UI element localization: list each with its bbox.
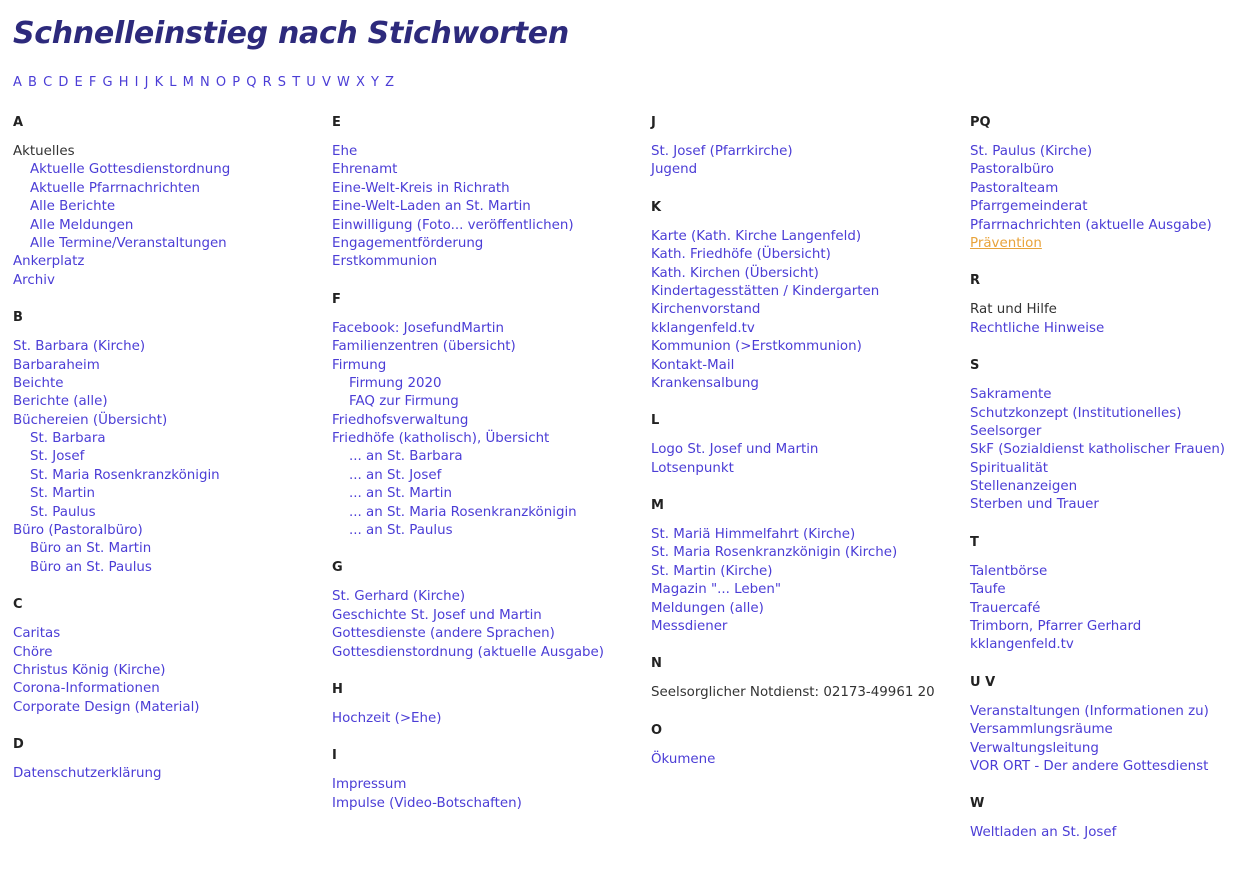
alpha-link-v[interactable]: V: [321, 75, 331, 90]
link-firmung-2020[interactable]: Firmung 2020: [349, 375, 442, 391]
link-veranstaltungen-informationen-zu[interactable]: Veranstaltungen (Informationen zu): [970, 703, 1209, 719]
link-sakramente[interactable]: Sakramente: [970, 387, 1052, 403]
alpha-link-r[interactable]: R: [262, 75, 272, 90]
section-e: [332, 114, 604, 272]
section-a: [13, 114, 230, 290]
section-heading: R: [970, 273, 981, 289]
section-heading: E: [332, 115, 341, 130]
link-impulse-video-botschaften[interactable]: Impulse (Video-Botschaften): [332, 795, 522, 811]
link-seelsorger[interactable]: Seelsorger: [970, 423, 1042, 439]
link-ehrenamt[interactable]: Ehrenamt: [332, 162, 398, 178]
link-buero-an-st-martin[interactable]: Büro an St. Martin: [30, 541, 152, 557]
link-archiv[interactable]: Archiv: [13, 272, 55, 288]
section-heading: L: [651, 413, 660, 429]
section-r: [970, 272, 1225, 338]
link-pfarrnachrichten-aktuelle-ausgabe[interactable]: Pfarrnachrichten (aktuelle Ausgabe): [970, 217, 1212, 233]
link-st-paulus-kirche[interactable]: St. Paulus (Kirche): [970, 144, 1093, 159]
link-einwilligung-foto-veroeffentlichen[interactable]: Einwilligung (Foto... veröffentlichen): [332, 217, 574, 233]
alpha-link-x[interactable]: X: [356, 75, 365, 90]
section-u-v: [970, 674, 1225, 777]
section-b: [13, 309, 230, 577]
page-title: Schnelleinstieg nach Stichworten: [13, 16, 569, 51]
alpha-link-b[interactable]: B: [28, 75, 37, 90]
link-pastoralbuero[interactable]: Pastoralbüro: [970, 162, 1054, 178]
link-friedhofsverwaltung[interactable]: Friedhofsverwaltung: [332, 412, 469, 428]
alpha-link-w[interactable]: W: [337, 75, 350, 90]
section-i: [332, 747, 604, 813]
alphabet-nav: [13, 74, 396, 92]
link-alle-meldungen[interactable]: Alle Meldungen: [30, 217, 134, 233]
section-heading: PQ: [970, 115, 991, 130]
section-h: [332, 681, 604, 728]
section-t: [970, 534, 1225, 655]
link-lotsenpunkt[interactable]: Lotsenpunkt: [651, 460, 734, 476]
link-buero-an-st-paulus[interactable]: Büro an St. Paulus: [30, 559, 152, 575]
alpha-link-y[interactable]: Y: [371, 75, 379, 90]
link-praevention[interactable]: Prävention: [970, 235, 1042, 251]
link-kontakt-mail[interactable]: Kontakt-Mail: [651, 357, 735, 373]
link-verwaltungsleitung[interactable]: Verwaltungsleitung: [970, 740, 1099, 756]
link-alle-termine-veranstaltungen[interactable]: Alle Termine/Veranstaltungen: [30, 235, 227, 251]
column-3: [651, 112, 935, 788]
link-st-josef[interactable]: St. Josef: [30, 449, 85, 465]
link-pfarrgemeinderat[interactable]: Pfarrgemeinderat: [970, 199, 1088, 215]
link-logo-st-josef-und-martin[interactable]: Logo St. Josef und Martin: [651, 442, 819, 458]
section-s: [970, 357, 1225, 515]
alpha-link-f[interactable]: F: [88, 75, 97, 90]
link-talentboerse[interactable]: Talentbörse: [970, 563, 1048, 579]
link-kath-kirchen-uebersicht[interactable]: Kath. Kirchen (Übersicht): [651, 265, 819, 281]
link-st-barbara-kirche[interactable]: St. Barbara (Kirche): [13, 339, 146, 355]
link-st-maria-rosenkranzkoenigin-kirche[interactable]: St. Maria Rosenkranzkönigin (Kirche): [651, 545, 898, 561]
link-familienzentren-uebersicht[interactable]: Familienzentren (übersicht): [332, 339, 516, 355]
link-st-barbara[interactable]: St. Barbara: [30, 431, 106, 447]
alpha-link-u[interactable]: U: [306, 75, 316, 90]
link-beichte[interactable]: Beichte: [13, 375, 64, 391]
link-an-st-martin[interactable]: ... an St. Martin: [349, 486, 452, 502]
section-heading: G: [332, 560, 343, 576]
section-o: [651, 722, 935, 769]
link-buero-pastoralbuero[interactable]: Büro (Pastoralbüro): [13, 523, 143, 539]
section-n: [651, 655, 935, 702]
section-heading: O: [651, 722, 663, 738]
link-facebook-josefundmartin[interactable]: Facebook: JosefundMartin: [332, 320, 504, 336]
section-heading: B: [13, 310, 23, 326]
link-spiritualitaet[interactable]: Spiritualität: [970, 460, 1049, 476]
column-4: [970, 112, 1225, 862]
link-st-mariae-himmelfahrt-kirche[interactable]: St. Mariä Himmelfahrt (Kirche): [651, 527, 856, 543]
alpha-link-e[interactable]: E: [74, 75, 83, 90]
section-heading: A: [13, 115, 24, 130]
section-j: [651, 114, 935, 180]
label-seelsorglicher-notdienst-02173-49961-20: Seelsorglicher Notdienst: 02173-49961 20: [651, 685, 935, 701]
link-an-st-maria-rosenkranzkoenigin[interactable]: ... an St. Maria Rosenkranzkönigin: [349, 504, 577, 520]
alpha-link-k[interactable]: K: [154, 75, 164, 90]
link-an-st-josef[interactable]: ... an St. Josef: [349, 467, 442, 483]
alpha-link-d[interactable]: D: [58, 75, 69, 90]
link-vor-ort-der-andere-gottesdienst[interactable]: VOR ORT - Der andere Gottesdienst: [970, 758, 1209, 774]
alpha-link-t[interactable]: T: [292, 75, 301, 90]
link-choere[interactable]: Chöre: [13, 644, 53, 660]
link-pastoralteam[interactable]: Pastoralteam: [970, 180, 1059, 196]
alpha-link-a[interactable]: A: [13, 75, 22, 90]
link-sterben-und-trauer[interactable]: Sterben und Trauer: [970, 497, 1099, 513]
link-st-paulus[interactable]: St. Paulus: [30, 504, 96, 520]
section-heading: N: [651, 656, 662, 672]
link-aktuelle-pfarrnachrichten[interactable]: Aktuelle Pfarrnachrichten: [30, 180, 200, 196]
link-st-martin-kirche[interactable]: St. Martin (Kirche): [651, 563, 773, 579]
link-christus-koenig-kirche[interactable]: Christus König (Kirche): [13, 662, 166, 678]
link-skf-sozialdienst-katholischer-frauen[interactable]: SkF (Sozialdienst katholischer Frauen): [970, 442, 1226, 458]
alpha-link-q[interactable]: Q: [246, 75, 257, 90]
section-heading: F: [332, 291, 341, 307]
link-buechereien-uebersicht[interactable]: Büchereien (Übersicht): [13, 412, 168, 428]
link-geschichte-st-josef-und-martin[interactable]: Geschichte St. Josef und Martin: [332, 607, 542, 623]
link-caritas[interactable]: Caritas: [13, 626, 61, 642]
link-st-maria-rosenkranzkoenigin[interactable]: St. Maria Rosenkranzkönigin: [30, 467, 220, 483]
link-trauercaf[interactable]: Trauercafé: [970, 600, 1041, 616]
section-heading: H: [332, 681, 343, 697]
link-ankerplatz[interactable]: Ankerplatz: [13, 254, 85, 270]
link-st-martin[interactable]: St. Martin: [30, 486, 95, 502]
alpha-link-j[interactable]: J: [144, 75, 149, 90]
section-heading: M: [651, 498, 664, 514]
section-heading: S: [970, 358, 980, 374]
alpha-link-i[interactable]: I: [134, 75, 139, 90]
link-ehe[interactable]: Ehe: [332, 144, 358, 159]
section-k: [651, 199, 935, 394]
link-kommunion-erstkommunion[interactable]: Kommunion (>Erstkommunion): [651, 339, 862, 355]
link-hochzeit-ehe[interactable]: Hochzeit (>Ehe): [332, 710, 442, 726]
link-rechtliche-hinweise[interactable]: Rechtliche Hinweise: [970, 320, 1105, 336]
link-kirchenvorstand[interactable]: Kirchenvorstand: [651, 302, 761, 318]
link-kath-friedhoefe-uebersicht[interactable]: Kath. Friedhöfe (Übersicht): [651, 247, 831, 263]
alpha-link-g[interactable]: G: [102, 75, 113, 90]
link-datenschutzerklaerung[interactable]: Datenschutzerklärung: [13, 766, 162, 782]
section-m: [651, 497, 935, 636]
label-aktuelles: Aktuelles: [13, 144, 75, 159]
section-heading: T: [970, 534, 979, 550]
link-alle-berichte[interactable]: Alle Berichte: [30, 199, 116, 215]
link-kindertagesstaetten-kindergarten[interactable]: Kindertagesstätten / Kindergarten: [651, 283, 880, 299]
link-eine-welt-laden-an-st-martin[interactable]: Eine-Welt-Laden an St. Martin: [332, 199, 531, 215]
alpha-link-p[interactable]: P: [232, 75, 241, 90]
section-g: [332, 559, 604, 662]
link-meldungen-alle[interactable]: Meldungen (alle): [651, 600, 764, 616]
link-weltladen-an-st-josef[interactable]: Weltladen an St. Josef: [970, 825, 1117, 841]
link-friedhoefe-katholisch-uebersicht[interactable]: Friedhöfe (katholisch), Übersicht: [332, 431, 550, 447]
section-f: [332, 291, 604, 541]
section-heading: U V: [970, 674, 996, 690]
section-l: [651, 412, 935, 478]
link-erstkommunion[interactable]: Erstkommunion: [332, 254, 438, 270]
link-kklangenfeld-tv[interactable]: kklangenfeld.tv: [970, 637, 1074, 653]
alpha-link-z[interactable]: Z: [385, 75, 395, 90]
link-trimborn-pfarrer-gerhard[interactable]: Trimborn, Pfarrer Gerhard: [970, 619, 1142, 635]
link-firmung[interactable]: Firmung: [332, 357, 387, 373]
alpha-link-c[interactable]: C: [43, 75, 53, 90]
link-karte-kath-kirche-langenfeld[interactable]: Karte (Kath. Kirche Langenfeld): [651, 228, 862, 244]
section-pq: [970, 114, 1225, 253]
link-aktuelle-gottesdienstordnung[interactable]: Aktuelle Gottesdienstordnung: [30, 162, 231, 178]
section-heading: I: [332, 748, 337, 764]
link-gottesdienstordnung-aktuelle-ausgabe[interactable]: Gottesdienstordnung (aktuelle Ausgabe): [332, 644, 605, 660]
section-heading: D: [13, 737, 24, 753]
link-krankensalbung[interactable]: Krankensalbung: [651, 375, 759, 391]
link-versammlungsraeume[interactable]: Versammlungsräume: [970, 722, 1113, 738]
link-barbaraheim[interactable]: Barbaraheim: [13, 357, 100, 373]
link-st-josef-pfarrkirche[interactable]: St. Josef (Pfarrkirche): [651, 144, 793, 159]
section-w: [970, 795, 1225, 842]
link-magazin-leben[interactable]: Magazin "... Leben": [651, 582, 781, 598]
link-stellenanzeigen[interactable]: Stellenanzeigen: [970, 479, 1078, 495]
column-2: [332, 112, 604, 832]
alpha-link-n[interactable]: N: [200, 75, 210, 90]
section-c: [13, 596, 230, 717]
alpha-link-s[interactable]: S: [277, 75, 287, 90]
section-heading: W: [970, 796, 985, 812]
link-taufe[interactable]: Taufe: [970, 582, 1006, 598]
alpha-link-l[interactable]: L: [169, 75, 177, 90]
link-faq-zur-firmung[interactable]: FAQ zur Firmung: [349, 394, 459, 410]
section-heading: K: [651, 199, 662, 215]
link-impressum[interactable]: Impressum: [332, 777, 407, 793]
alpha-link-o[interactable]: O: [215, 75, 227, 90]
label-rat-und-hilfe: Rat und Hilfe: [970, 302, 1057, 318]
link-oekumene[interactable]: Ökumene: [651, 751, 716, 767]
link-st-gerhard-kirche[interactable]: St. Gerhard (Kirche): [332, 589, 466, 605]
section-heading: C: [13, 597, 23, 613]
link-kklangenfeld-tv[interactable]: kklangenfeld.tv: [651, 320, 755, 336]
section-heading: J: [651, 115, 656, 130]
alpha-link-m[interactable]: M: [182, 75, 194, 90]
section-d: [13, 736, 230, 783]
link-messdiener[interactable]: Messdiener: [651, 619, 728, 635]
link-engagementfoerderung[interactable]: Engagementförderung: [332, 235, 484, 251]
link-an-st-paulus[interactable]: ... an St. Paulus: [349, 523, 453, 539]
link-corona-informationen[interactable]: Corona-Informationen: [13, 681, 160, 697]
link-jugend[interactable]: Jugend: [651, 162, 698, 178]
link-an-st-barbara[interactable]: ... an St. Barbara: [349, 449, 463, 465]
link-berichte-alle[interactable]: Berichte (alle): [13, 394, 108, 410]
link-schutzkonzept-institutionelles[interactable]: Schutzkonzept (Institutionelles): [970, 405, 1182, 421]
column-1: [13, 112, 230, 803]
link-eine-welt-kreis-in-richrath[interactable]: Eine-Welt-Kreis in Richrath: [332, 180, 510, 196]
link-gottesdienste-andere-sprachen[interactable]: Gottesdienste (andere Sprachen): [332, 626, 555, 642]
link-corporate-design-material[interactable]: Corporate Design (Material): [13, 699, 200, 715]
alpha-link-h[interactable]: H: [118, 75, 129, 90]
